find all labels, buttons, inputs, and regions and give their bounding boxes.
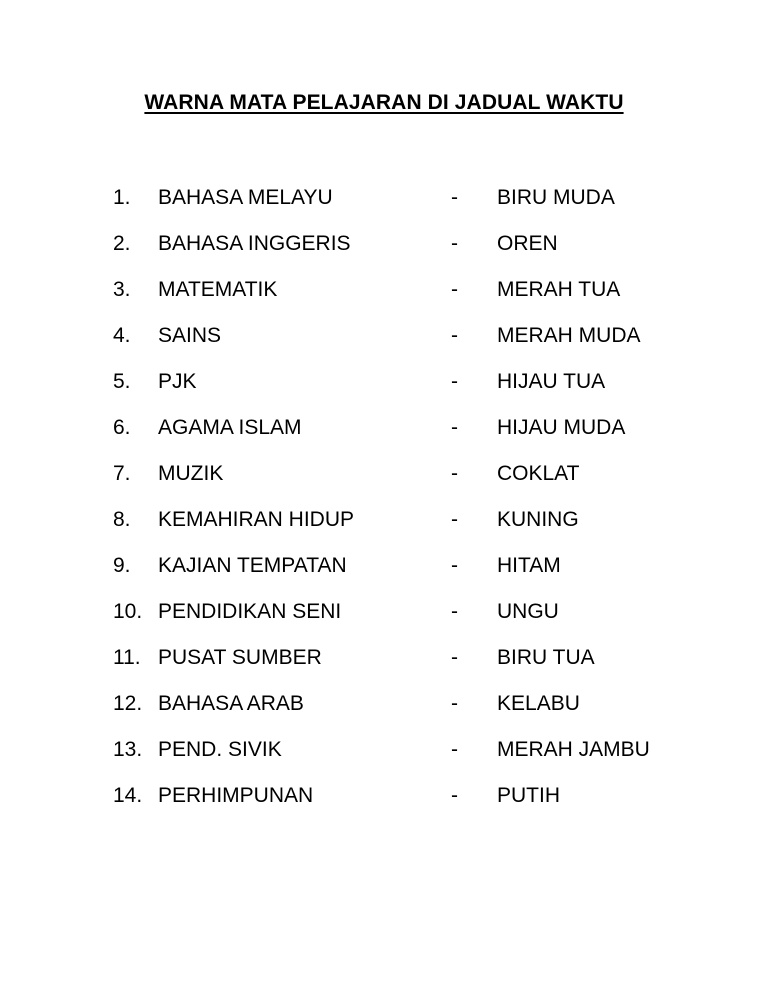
subject-color: KUNING [497,508,579,531]
item-number: 8. [113,508,131,531]
subject-name: SAINS [158,324,222,347]
subject-color: OREN [497,232,558,255]
subject-color: HITAM [497,554,561,577]
item-number: 2. [113,232,131,255]
item-number: 7. [113,462,131,485]
subject-color: COKLAT [497,462,580,485]
subject-name: AGAMA ISLAM [158,416,302,439]
subject-name: PJK [158,370,197,393]
subject-name: PERHIMPUNAN [158,784,314,807]
document-title: WARNA MATA PELAJARAN DI JADUAL WAKTU [144,91,624,114]
separator-dash: - [451,600,458,623]
separator-dash: - [451,508,458,531]
subject-color: MERAH JAMBU [497,738,650,761]
subject-color: HIJAU MUDA [497,416,626,439]
separator-dash: - [451,324,458,347]
item-number: 5. [113,370,131,393]
item-number: 9. [113,554,131,577]
item-number: 4. [113,324,131,347]
separator-dash: - [451,186,458,209]
subject-name: PUSAT SUMBER [158,646,322,669]
separator-dash: - [451,554,458,577]
item-number: 6. [113,416,131,439]
item-number: 13. [113,738,143,761]
separator-dash: - [451,232,458,255]
list-item [0,274,768,320]
item-number: 11. [113,646,141,669]
list-item [0,412,768,458]
subject-name: MATEMATIK [158,278,278,301]
list-item [0,228,768,274]
list-item [0,780,768,826]
subject-color: MERAH TUA [497,278,621,301]
subject-color: BIRU TUA [497,646,595,669]
list-item [0,320,768,366]
separator-dash: - [451,462,458,485]
separator-dash: - [451,646,458,669]
list-item [0,504,768,550]
subject-name: MUZIK [158,462,224,485]
subject-color: PUTIH [497,784,560,807]
item-number: 14. [113,784,143,807]
subject-name: PENDIDIKAN SENI [158,600,342,623]
list-item [0,596,768,642]
separator-dash: - [451,416,458,439]
list-item [0,734,768,780]
subject-color: MERAH MUDA [497,324,641,347]
separator-dash: - [451,784,458,807]
subject-name: PEND. SIVIK [158,738,282,761]
subject-name: BAHASA ARAB [158,692,304,715]
list-item [0,366,768,412]
list-item [0,642,768,688]
subject-color: HIJAU TUA [497,370,606,393]
item-number: 3. [113,278,131,301]
separator-dash: - [451,738,458,761]
list-item [0,458,768,504]
separator-dash: - [451,692,458,715]
subject-color: UNGU [497,600,559,623]
list-item [0,182,768,228]
item-number: 12. [113,692,143,715]
subject-name: KAJIAN TEMPATAN [158,554,347,577]
separator-dash: - [451,278,458,301]
subject-name: BAHASA MELAYU [158,186,333,209]
item-number: 1. [113,186,131,209]
subject-name: BAHASA INGGERIS [158,232,351,255]
item-number: 10. [113,600,143,623]
subject-color-list [0,182,768,826]
subject-color: BIRU MUDA [497,186,615,209]
subject-name: KEMAHIRAN HIDUP [158,508,355,531]
list-item [0,688,768,734]
list-item [0,550,768,596]
separator-dash: - [451,370,458,393]
subject-color: KELABU [497,692,580,715]
